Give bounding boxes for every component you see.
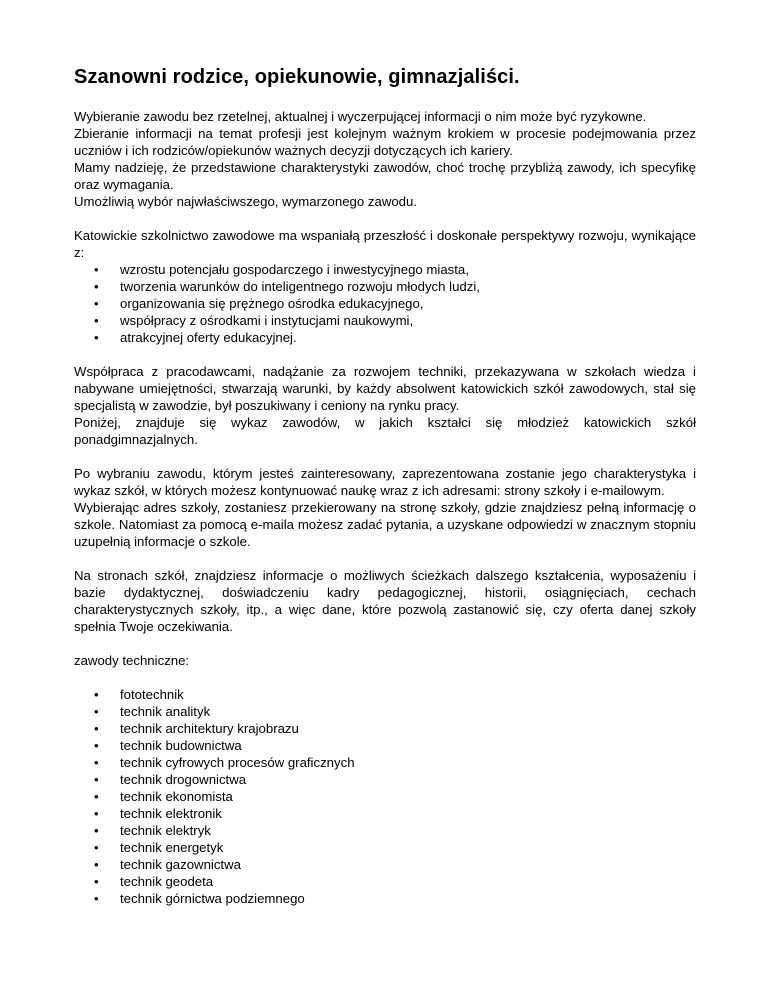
list-item [74,873,696,890]
intro-line: Zbieranie informacji na temat profesji jest kolejnym ważnym krokiem w procesie podejmowania przez uczniów i ich rodziców/opiekunów ważnych decyzji dotyczących ich kariery. [74,126,696,158]
list-item-text: organizowania się prężnego ośrodka edukacyjnego, [120,296,424,311]
list-item [74,720,696,737]
bullet-icon: • [94,857,99,872]
bullet-icon: • [94,704,99,719]
bullet-icon: • [94,840,99,855]
katowice-paragraph: Katowickie szkolnictwo zawodowe ma wspaniałą przeszłość i doskonałe perspektywy rozwoju, wynikające z: [74,228,696,260]
intro-line: Umożliwią wybór najwłaściwszego, wymarzonego zawodu. [74,194,418,209]
school-pages-paragraph: Na stronach szkół, znajdziesz informacje o możliwych ścieżkach dalszego kształcenia, wyposażeniu i bazie dydaktycznej, doświadczeniu kadry pedagogicznej, historii, osiągnięciach, cechach charakterystycznych szkoły, itp., a więc dane, które pozwolą zastanowić się, czy oferta danej szkoły spełnia Twoje oczekiwania. [74,568,696,634]
list-item-text: fototechnik [120,687,184,702]
list-item-text: technik budownictwa [120,738,242,753]
list-item-text: technik architektury krajobrazu [120,721,299,736]
bullet-icon: • [94,296,99,311]
list-item [74,686,696,703]
document-page [74,64,696,907]
bullet-icon: • [94,789,99,804]
selection-paragraph [74,465,696,550]
selection-line: Wybierając adres szkoły, zostaniesz przekierowany na stronę szkoły, gdzie znajdziesz pełną informację o szkole. Natomiast za pomocą e-maila możesz zadać pytania, a uzyskane odpowiedzi w znacznym stopniu uzupełnią informacje o szkole. [74,500,696,549]
list-item-text: technik elektryk [120,823,211,838]
intro-paragraph [74,108,696,210]
list-item-text: technik elektronik [120,806,222,821]
bullet-icon: • [94,279,99,294]
cooperation-paragraph [74,363,696,448]
list-item [74,278,696,295]
list-item [74,703,696,720]
bullet-icon: • [94,721,99,736]
bullet-icon: • [94,772,99,787]
list-item-text: technik ekonomista [120,789,233,804]
list-item [74,312,696,329]
bullet-icon: • [94,687,99,702]
list-item [74,839,696,856]
list-item [74,890,696,907]
list-item [74,295,696,312]
list-item [74,788,696,805]
bullet-icon: • [94,755,99,770]
cooperation-line: Poniżej, znajduje się wykaz zawodów, w jakich kształci się młodzież katowickich szkół ponadgimnazjalnych. [74,415,696,447]
list-item [74,737,696,754]
list-item-text: wzrostu potencjału gospodarczego i inwestycyjnego miasta, [120,262,469,277]
list-item [74,754,696,771]
list-item-text: tworzenia warunków do inteligentnego rozwoju młodych ludzi, [120,279,480,294]
bullet-icon: • [94,738,99,753]
list-item [74,822,696,839]
list-item [74,261,696,278]
intro-line: Wybieranie zawodu bez rzetelnej, aktualnej i wyczerpującej informacji o nim może być ryzykowne. [74,109,647,124]
bullet-icon: • [94,823,99,838]
bullet-icon: • [94,330,99,345]
cooperation-line: Współpraca z pracodawcami, nadążanie za rozwojem techniki, przekazywana w szkołach wiedza i nabywane umiejętności, stwarzają warunki, by każdy absolwent katowickich szkół zawodowych, stał się specjalistą w zawodzie, był poszukiwany i ceniony na rynku pracy. [74,364,696,413]
technical-professions-list [74,686,696,907]
katowice-reasons-list [74,261,696,346]
list-item [74,805,696,822]
list-item-text: technik drogownictwa [120,772,247,787]
list-item-text: technik gazownictwa [120,857,241,872]
list-item-text: atrakcyjnej oferty edukacyjnej. [120,330,297,345]
bullet-icon: • [94,806,99,821]
bullet-icon: • [94,262,99,277]
list-item-text: technik cyfrowych procesów graficznych [120,755,355,770]
bullet-icon: • [94,874,99,889]
list-item-text: technik energetyk [120,840,224,855]
list-item-text: współpracy z ośrodkami i instytucjami naukowymi, [120,313,414,328]
page-title: Szanowni rodzice, opiekunowie, gimnazjaliści. [74,66,520,88]
technical-heading: zawody techniczne: [74,653,190,668]
bullet-icon: • [94,313,99,328]
intro-line: Mamy nadzieję, że przedstawione charakterystyki zawodów, choć trochę przybliżą zawody, ich specyfikę oraz wymagania. [74,160,696,192]
list-item [74,329,696,346]
list-item-text: technik górnictwa podziemnego [120,891,305,906]
list-item [74,856,696,873]
selection-line: Po wybraniu zawodu, którym jesteś zainteresowany, zaprezentowana zostanie jego charakterystyka i wykaz szkół, w których możesz kontynuować naukę wraz z ich adresami: strony szkoły i e-mailowym. [74,466,696,498]
list-item-text: technik geodeta [120,874,214,889]
list-item-text: technik analityk [120,704,211,719]
bullet-icon: • [94,891,99,906]
list-item [74,771,696,788]
